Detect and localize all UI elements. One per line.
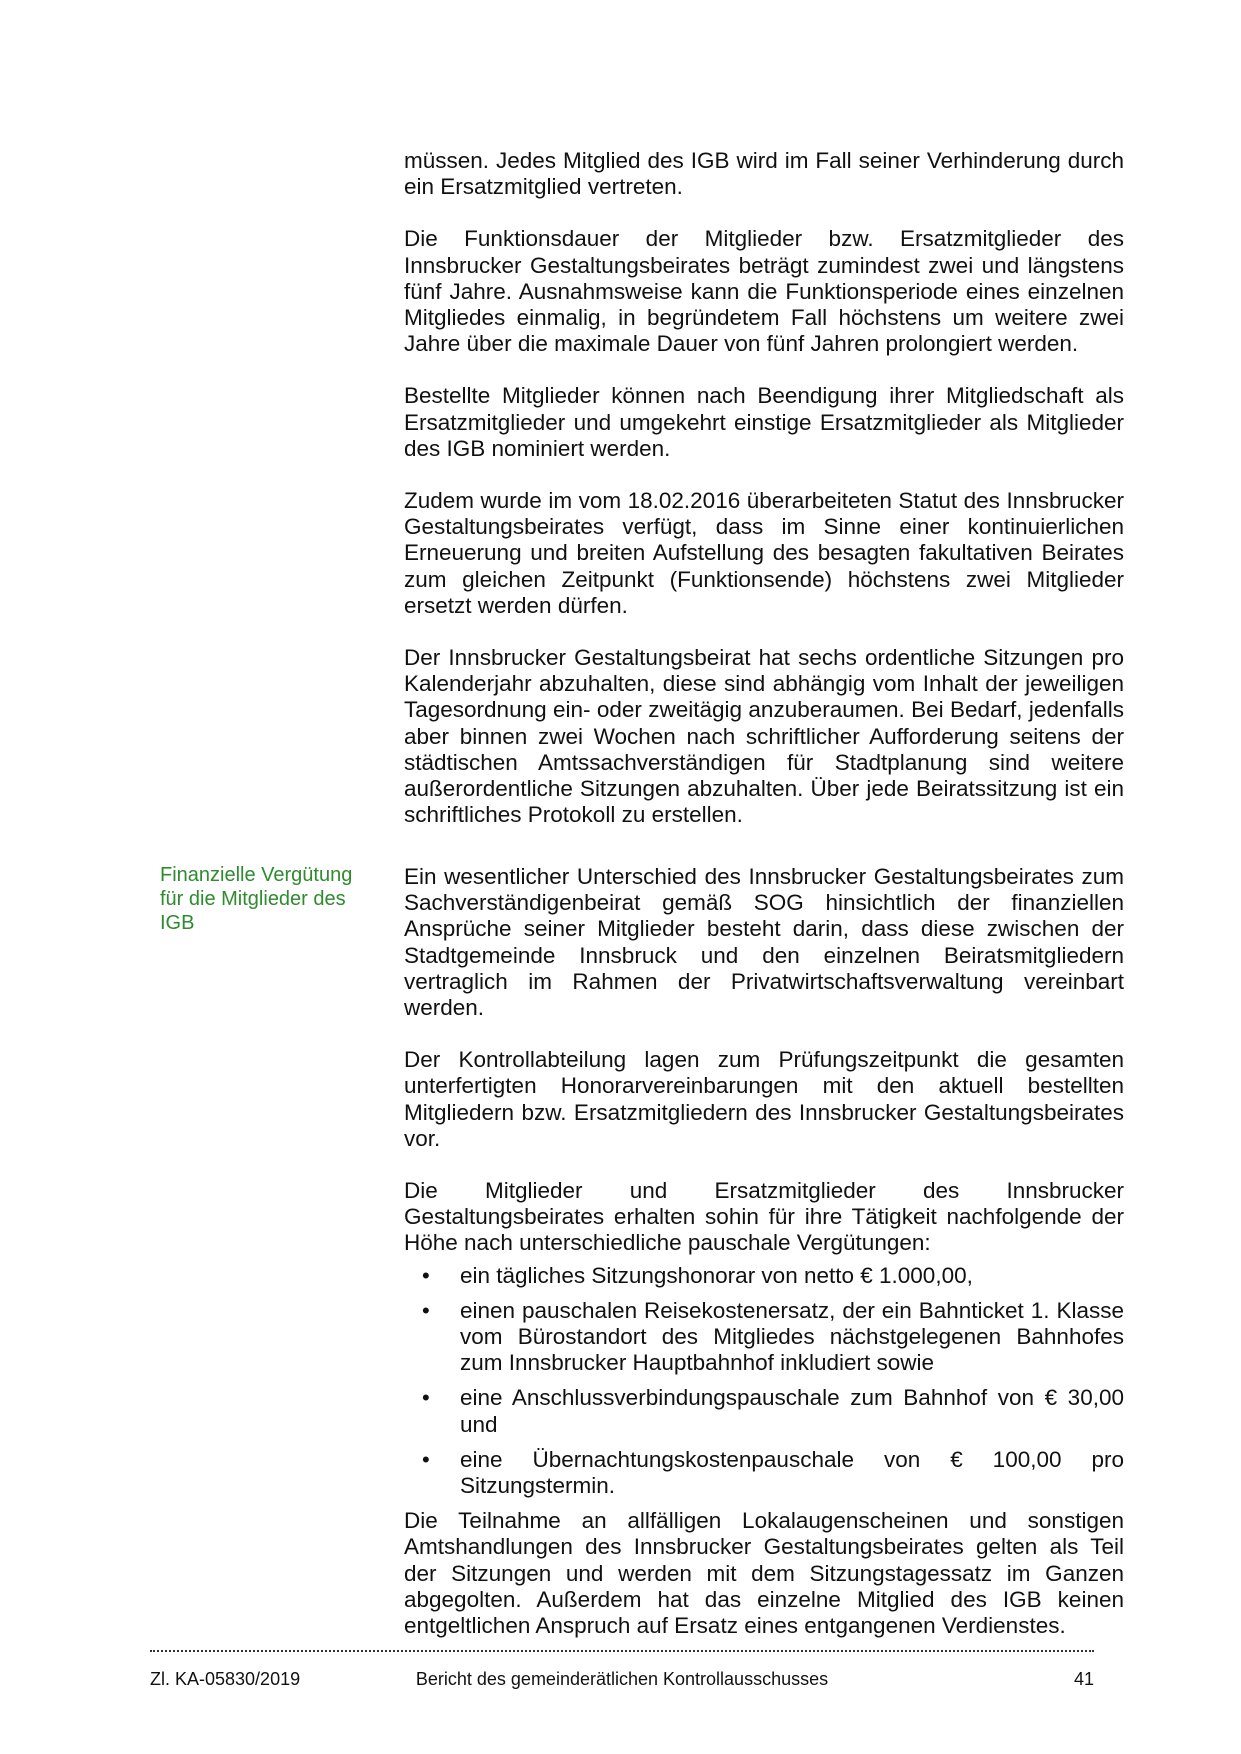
footer-reference: Zl. KA-05830/2019 <box>150 1669 301 1689</box>
paragraph-sessions: Der Innsbrucker Gestaltungsbeirat hat sechs ordentliche Sitzungen pro Kalenderjahr abzuhalten, diese sind abhängig vom Inhalt der jeweiligen Tagesordnung ein- oder zweitägig anzuberaumen. Bei Bedarf, jedenfalls aber binnen zwei Wochen nach schriftlicher Aufforderung seitens der städtischen Amtssachverständigen für Stadtplanung sind weitere außerordentliche Sitzungen abzuhalten. Über jede Beiratssitzung ist ein schriftliches Protokoll zu erstellen. <box>404 645 1124 828</box>
page-number: 41 <box>1073 1669 1094 1689</box>
list-item-text: eine Übernachtungskostenpauschale von € 100,00 pro Sitzungstermin. <box>460 1446 1124 1499</box>
remuneration-list <box>404 1263 1124 1500</box>
list-item <box>404 1385 1124 1437</box>
body-text-top <box>404 148 1124 828</box>
bullet-icon: • <box>422 1385 430 1411</box>
list-item-text: ein tägliches Sitzungshonorar von netto € 1.000,00, <box>460 1262 973 1288</box>
paragraph-substitute-members: müssen. Jedes Mitglied des IGB wird im Fall seiner Verhinderung durch ein Ersatzmitglied vertreten. <box>404 148 1124 200</box>
bullet-icon: • <box>422 1446 430 1472</box>
list-item-text: einen pauschalen Reisekostenersatz, der ein Bahnticket 1. Klasse vom Bürostandort des Mitgliedes nächstgelegenen Bahnhofes zum Innsbrucker Hauptbahnhof inkludiert sowie <box>460 1297 1124 1376</box>
paragraph-site-visits: Die Teilnahme an allfälligen Lokalaugenscheinen und sonstigen Amtshandlungen des Innsbrucker Gestaltungsbeirates gelten als Teil der Sitzungen und werden mit dem Sitzungstagessatz im Ganzen abgegolten. Außerdem hat das einzelne Mitglied des IGB keinen entgeltlichen Anspruch auf Ersatz eines entgangenen Verdienstes. <box>404 1508 1124 1639</box>
paragraph-difference-sog: Ein wesentlicher Unterschied des Innsbrucker Gestaltungsbeirates zum Sachverständigenbeirat gemäß SOG hinsichtlich der finanziellen Ansprüche seiner Mitglieder besteht darin, dass diese zwischen der Stadtgemeinde Innsbruck und den einzelnen Beiratsmitgliedern vertraglich im Rahmen der Privatwirtschaftsverwaltung vereinbart werden. <box>404 864 1124 1021</box>
list-item-text: eine Anschlussverbindungspauschale zum Bahnhof von € 30,00 und <box>460 1385 1124 1437</box>
paragraph-statute-2016: Zudem wurde im vom 18.02.2016 überarbeiteten Statut des Innsbrucker Gestaltungsbeirates verfügt, dass im Sinne einer kontinuierlichen Erneuerung und breiten Aufstellung des besagten fakultativen Beirates zum gleichen Zeitpunkt (Funktionsende) höchstens zwei Mitglieder ersetzt werden dürfen. <box>404 488 1124 618</box>
footer-title: Bericht des gemeinderätlichen Kontrollausschusses <box>415 1669 829 1689</box>
bullet-icon: • <box>422 1262 430 1288</box>
paragraph-flat-rate-intro: Die Mitglieder und Ersatzmitglieder des Innsbrucker Gestaltungsbeirates erhalten sohin für ihre Tätigkeit nachfolgende der Höhe nach unterschiedliche pauschale Vergütungen: <box>404 1178 1124 1256</box>
list-item <box>404 1447 1124 1499</box>
section-remuneration <box>404 864 1124 1639</box>
margin-heading-remuneration: Finanzielle Vergütung für die Mitglieder des IGB <box>160 864 353 934</box>
list-item <box>404 1263 1124 1289</box>
bullet-icon: • <box>422 1297 430 1323</box>
list-item <box>404 1298 1124 1377</box>
footer-divider <box>150 1650 1094 1652</box>
paragraph-fee-agreements: Der Kontrollabteilung lagen zum Prüfungszeitpunkt die gesamten unterfertigten Honorarvereinbarungen mit den aktuell bestellten Mitgliedern bzw. Ersatzmitgliedern des Innsbrucker Gestaltungsbeirates vor. <box>404 1047 1124 1151</box>
paragraph-renomination: Bestellte Mitglieder können nach Beendigung ihrer Mitgliedschaft als Ersatzmitglieder und umgekehrt einstige Ersatzmitglieder als Mitglieder des IGB nominiert werden. <box>404 383 1124 461</box>
paragraph-term-of-office: Die Funktionsdauer der Mitglieder bzw. Ersatzmitglieder des Innsbrucker Gestaltungsbeirates beträgt zumindest zwei und längstens fünf Jahre. Ausnahmsweise kann die Funktionsperiode eines einzelnen Mitgliedes einmalig, in begründetem Fall höchstens um weitere zwei Jahre über die maximale Dauer von fünf Jahren prolongiert werden. <box>404 226 1124 357</box>
